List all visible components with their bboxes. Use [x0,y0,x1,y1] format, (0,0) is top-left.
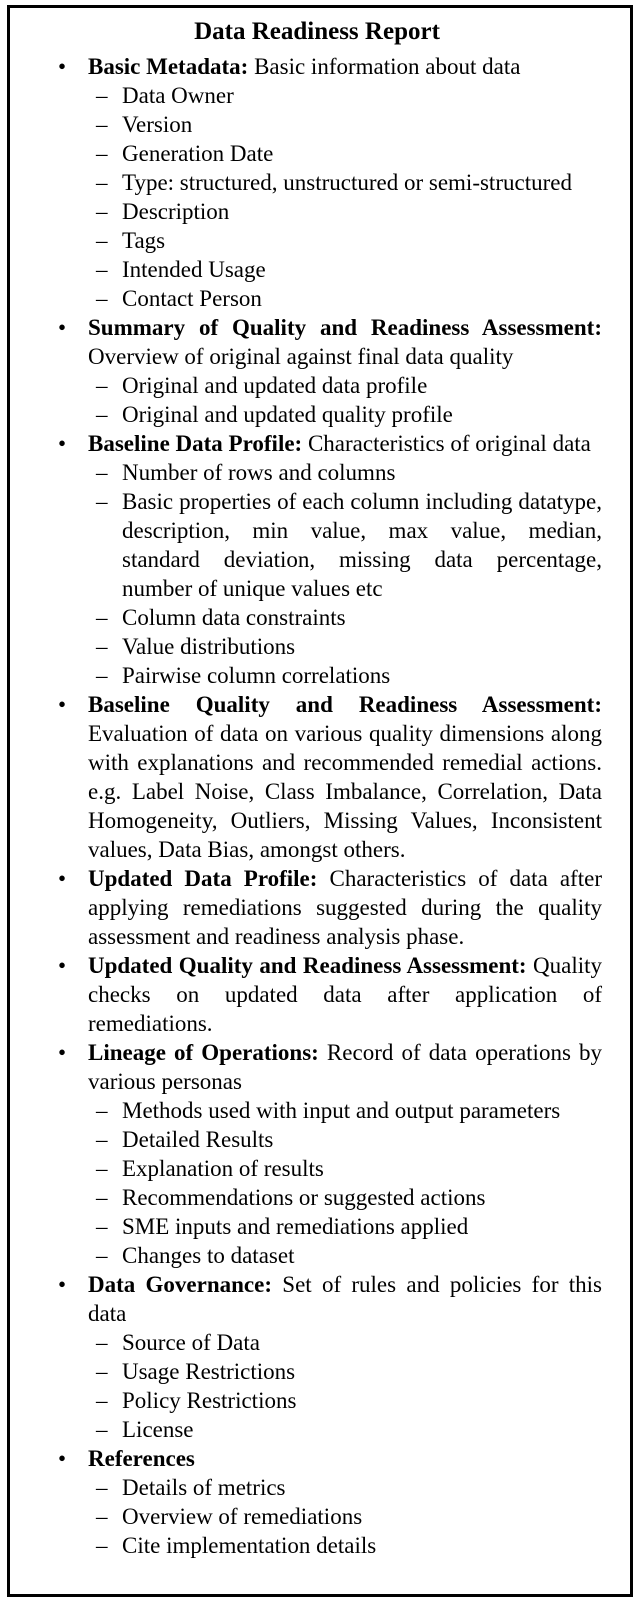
dash-icon: – [96,1185,108,1210]
section-paragraph [88,864,602,951]
sub-item-text: Intended Usage [122,257,266,282]
sub-item [88,1212,602,1241]
section-paragraph [88,52,602,81]
dash-icon: – [96,1417,108,1442]
dash-icon: – [96,605,108,630]
sub-item [88,661,602,690]
dash-icon: – [96,228,108,253]
section-label: Basic Metadata: [88,54,249,79]
report-section [32,52,602,313]
sub-item-text: Explanation of results [122,1156,324,1181]
dash-icon: – [96,199,108,224]
dash-icon: – [96,1388,108,1413]
section-desc: Quality checks on updated data after application of remediations. [88,953,602,1036]
sub-item-text: Number of rows and columns [122,460,396,485]
sub-item [88,1328,602,1357]
sub-item-text: Original and updated data profile [122,373,428,398]
section-label: Lineage of Operations: [88,1040,319,1065]
report-section [32,690,602,864]
section-paragraph [88,1270,602,1328]
sub-item [88,400,602,429]
section-paragraph [88,1038,602,1096]
sub-item-text: Policy Restrictions [122,1388,297,1413]
dash-icon: – [96,1243,108,1268]
dash-icon: – [96,489,108,514]
section-desc: Basic information about data [248,54,521,79]
sub-item [88,1415,602,1444]
report-sections [32,52,602,1560]
section-paragraph [88,1444,602,1473]
sub-item-text: Column data constraints [122,605,346,630]
sub-item [88,1473,602,1502]
sub-item [88,1125,602,1154]
sub-item [88,1502,602,1531]
sub-item [88,1531,602,1560]
section-label: Updated Data Profile: [88,866,318,891]
bullet-icon: • [58,866,67,891]
section-desc: Overview of original against final data quality [88,344,514,369]
sub-item [88,1357,602,1386]
section-label: Baseline Quality and Readiness Assessment: [88,692,602,717]
sub-item-text: Pairwise column correlations [122,663,391,688]
section-items [88,1473,602,1560]
sub-item-text: License [122,1417,194,1442]
dash-icon: – [96,373,108,398]
bullet-icon: • [58,953,67,978]
section-paragraph [88,951,602,1038]
dash-icon: – [96,1475,108,1500]
section-desc: Characteristics of original data [302,431,591,456]
section-desc: Characteristics of data after applying remediations suggested during the quality assessment and readiness analysis phase. [88,866,602,949]
report-section [32,951,602,1038]
dash-icon: – [96,1127,108,1152]
sub-item [88,255,602,284]
report-frame [7,5,633,1597]
dash-icon: – [96,170,108,195]
sub-item [88,81,602,110]
dash-icon: – [96,460,108,485]
sub-item-text: Source of Data [122,1330,260,1355]
report-title: Data Readiness Report [194,18,440,45]
sub-item [88,1241,602,1270]
sub-item [88,371,602,400]
section-desc: Set of rules and policies for this data [88,1272,602,1326]
dash-icon: – [96,1098,108,1123]
sub-item-text: Data Owner [122,83,234,108]
bullet-icon: • [58,1040,67,1065]
sub-item [88,284,602,313]
sub-item [88,139,602,168]
section-items [88,1328,602,1444]
bullet-icon: • [58,692,67,717]
report-section [32,313,602,429]
sub-item-text: Description [122,199,230,224]
dash-icon: – [96,1214,108,1239]
report-section [32,864,602,951]
section-label: Updated Quality and Readiness Assessment: [88,953,527,978]
bullet-icon: • [58,54,67,79]
report-section [32,429,602,690]
sub-item [88,226,602,255]
sub-item-text: Generation Date [122,141,274,166]
section-items [88,81,602,313]
dash-icon: – [96,112,108,137]
sub-item-text: Usage Restrictions [122,1359,296,1384]
section-label: Summary of Quality and Readiness Assessment: [88,315,602,340]
bullet-icon: • [58,315,67,340]
bullet-icon: • [58,431,67,456]
dash-icon: – [96,1330,108,1355]
sub-item [88,1183,602,1212]
dash-icon: – [96,1533,108,1558]
dash-icon: – [96,1156,108,1181]
section-paragraph [88,429,602,458]
sub-item-text: Value distributions [122,634,296,659]
bullet-icon: • [58,1272,67,1297]
report-section [32,1444,602,1560]
section-label: References [88,1446,195,1471]
dash-icon: – [96,83,108,108]
dash-icon: – [96,286,108,311]
section-paragraph [88,313,602,371]
section-desc: Evaluation of data on various quality dimensions along with explanations and recommended remedial actions. e.g. Label Noise, Class Imbalance, Correlation, Data Homogeneity, Outliers, Missing Values, Inconsistent values, Data Bias, amongst others. [88,721,602,862]
dash-icon: – [96,402,108,427]
dash-icon: – [96,141,108,166]
dash-icon: – [96,257,108,282]
sub-item [88,168,602,197]
sub-item-text: Overview of remediations [122,1504,363,1529]
sub-item-text: Recommendations or suggested actions [122,1185,486,1210]
sub-item-text: Tags [122,228,166,253]
dash-icon: – [96,663,108,688]
sub-item-text: SME inputs and remediations applied [122,1214,469,1239]
bullet-icon: • [58,1446,67,1471]
sub-item [88,1386,602,1415]
sub-item [88,1154,602,1183]
sub-item-text: Type: structured, unstructured or semi-structured [122,170,572,195]
sub-item-text: Details of metrics [122,1475,286,1500]
section-desc: Record of data operations by various personas [88,1040,602,1094]
sub-item-text: Methods used with input and output parameters [122,1098,561,1123]
dash-icon: – [96,634,108,659]
section-items [88,1096,602,1270]
report-section [32,1038,602,1270]
report-section [32,1270,602,1444]
sub-item [88,632,602,661]
sub-item-text: Changes to dataset [122,1243,295,1268]
sub-item-text: Basic properties of each column including datatype, description, min value, max value, median, standard deviation, missing data percentage, number of unique values etc [122,489,602,601]
sub-item-text: Cite implementation details [122,1533,377,1558]
sub-item-text: Original and updated quality profile [122,402,453,427]
sub-item [88,197,602,226]
section-label: Baseline Data Profile: [88,431,303,456]
sub-item [88,603,602,632]
section-paragraph [88,690,602,864]
dash-icon: – [96,1359,108,1384]
sub-item [88,110,602,139]
sub-item-text: Detailed Results [122,1127,274,1152]
sub-item [88,1096,602,1125]
dash-icon: – [96,1504,108,1529]
section-items [88,371,602,429]
sub-item-text: Contact Person [122,286,262,311]
sub-item [88,487,602,603]
sub-item-text: Version [122,112,193,137]
section-label: Data Governance: [88,1272,273,1297]
sub-item [88,458,602,487]
section-items [88,458,602,690]
